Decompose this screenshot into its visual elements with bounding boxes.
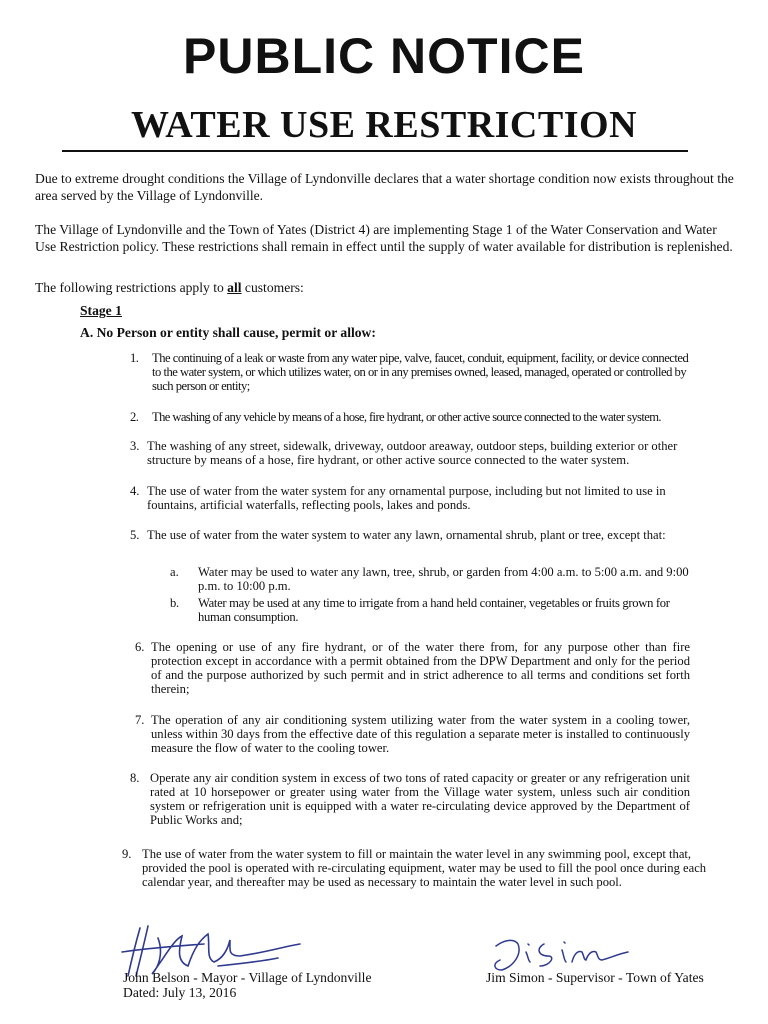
item-number: 2. xyxy=(130,410,139,424)
sub-item-b xyxy=(170,596,690,624)
item-text: The opening or use of any fire hydrant, or of the water there from, for any purpose other than fire protection except in accordance with a permit obtained from the DPW Department and only for the period of and the purpose authorized by such permit and in strict adherence to all terms and conditions set forth therein; xyxy=(151,640,690,696)
item-text: The use of water from the water system to water any lawn, ornamental shrub, plant or tree, except that: xyxy=(147,528,666,542)
item-number: 1. xyxy=(130,351,139,365)
restriction-item xyxy=(135,713,690,755)
restriction-item xyxy=(130,351,690,393)
restriction-item xyxy=(130,410,690,424)
item-text: The continuing of a leak or waste from any water pipe, valve, faucet, conduit, equipment, facility, or device connected to the water system, or which utilizes water, on or in any premises owned, leased, managed, operated or controlled by such person or entity; xyxy=(152,351,689,393)
item-number: 9. xyxy=(122,847,132,861)
sub-item-letter: b. xyxy=(170,596,179,610)
sub-item-letter: a. xyxy=(170,565,179,579)
item-number: 8. xyxy=(130,771,140,785)
item-number: 4. xyxy=(130,484,140,498)
notice-title: PUBLIC NOTICE xyxy=(183,28,585,84)
restriction-item xyxy=(122,847,710,889)
supervisor-name-title: Jim Simon - Supervisor - Town of Yates xyxy=(486,970,704,985)
applies-text-after: customers: xyxy=(241,280,304,295)
restriction-item xyxy=(130,771,690,827)
item-text: The operation of any air conditioning system utilizing water from the water system in a cooling tower, unless within 30 days from the effective date of this regulation a separate meter is installed to continuously measure the flow of water to the cooling tower. xyxy=(151,713,690,755)
signature-date: Dated: July 13, 2016 xyxy=(123,985,237,1000)
restriction-item xyxy=(130,439,690,467)
applies-text-before: The following restrictions apply to xyxy=(35,280,228,295)
mayor-name-title: John Belson - Mayor - Village of Lyndonville xyxy=(123,970,372,985)
item-number: 3. xyxy=(130,439,140,453)
mayor-signature-block xyxy=(123,970,372,1000)
supervisor-signature-mark xyxy=(488,926,638,974)
item-text: Operate any air condition system in excess of two tons of rated capacity or greater or any refrigeration unit rated at 10 horsepower or greater using water from the Village water system, unless such air condition system or refrigeration unit is equipped with a water re-circulating device approved by the Department of Public Works and; xyxy=(150,771,690,827)
item-number: 6. xyxy=(135,640,145,654)
intro-paragraph-drought: Due to extreme drought conditions the Village of Lyndonville declares that a water shortage condition now exists throughout the area served by the Village of Lyndonville. xyxy=(35,171,734,203)
supervisor-signature-block xyxy=(486,970,704,985)
sub-item-text: Water may be used to water any lawn, tree, shrub, or garden from 4:00 a.m. to 5:00 a.m. and 9:00 p.m. to 10:00 p.m. xyxy=(198,565,689,593)
title-divider xyxy=(62,150,688,152)
sub-item-a xyxy=(170,565,690,593)
restriction-item xyxy=(130,528,690,542)
item-text: The use of water from the water system for any ornamental purpose, including but not limited to use in fountains, artificial waterfalls, reflecting pools, lakes and ponds. xyxy=(147,484,666,512)
stage-label: Stage 1 xyxy=(80,303,122,318)
intro-paragraph-applies xyxy=(35,279,735,296)
restriction-item xyxy=(130,484,680,512)
item-text: The use of water from the water system to fill or maintain the water level in any swimming pool, except that, provided the pool is operated with re-circulating equipment, water may be used to fill the pool once during each calendar year, and thereafter may be used as necessary to maintain the water level in such pool. xyxy=(142,847,707,889)
applies-emphasis: all xyxy=(227,280,242,295)
restriction-item xyxy=(135,640,690,696)
section-a-heading: A. No Person or entity shall cause, permit or allow: xyxy=(80,325,376,340)
intro-paragraph-stage: The Village of Lyndonville and the Town of Yates (District 4) are implementing Stage 1 of the Water Conservation and Water Use Restriction policy. These restrictions shall remain in effect until the supply of water available for distribution is replenished. xyxy=(35,222,733,254)
item-text: The washing of any vehicle by means of a hose, fire hydrant, or other active source connected to the water system. xyxy=(152,410,661,424)
item-number: 5. xyxy=(130,528,140,542)
item-number: 7. xyxy=(135,713,145,727)
item-text: The washing of any street, sidewalk, driveway, outdoor areaway, outdoor steps, building exterior or other structure by means of a hose, fire hydrant, or other active source connected to the water system. xyxy=(147,439,678,467)
notice-subtitle: WATER USE RESTRICTION xyxy=(130,104,638,146)
sub-item-text: Water may be used at any time to irrigate from a hand held container, vegetables or fruits grown for human consumption. xyxy=(198,596,670,624)
